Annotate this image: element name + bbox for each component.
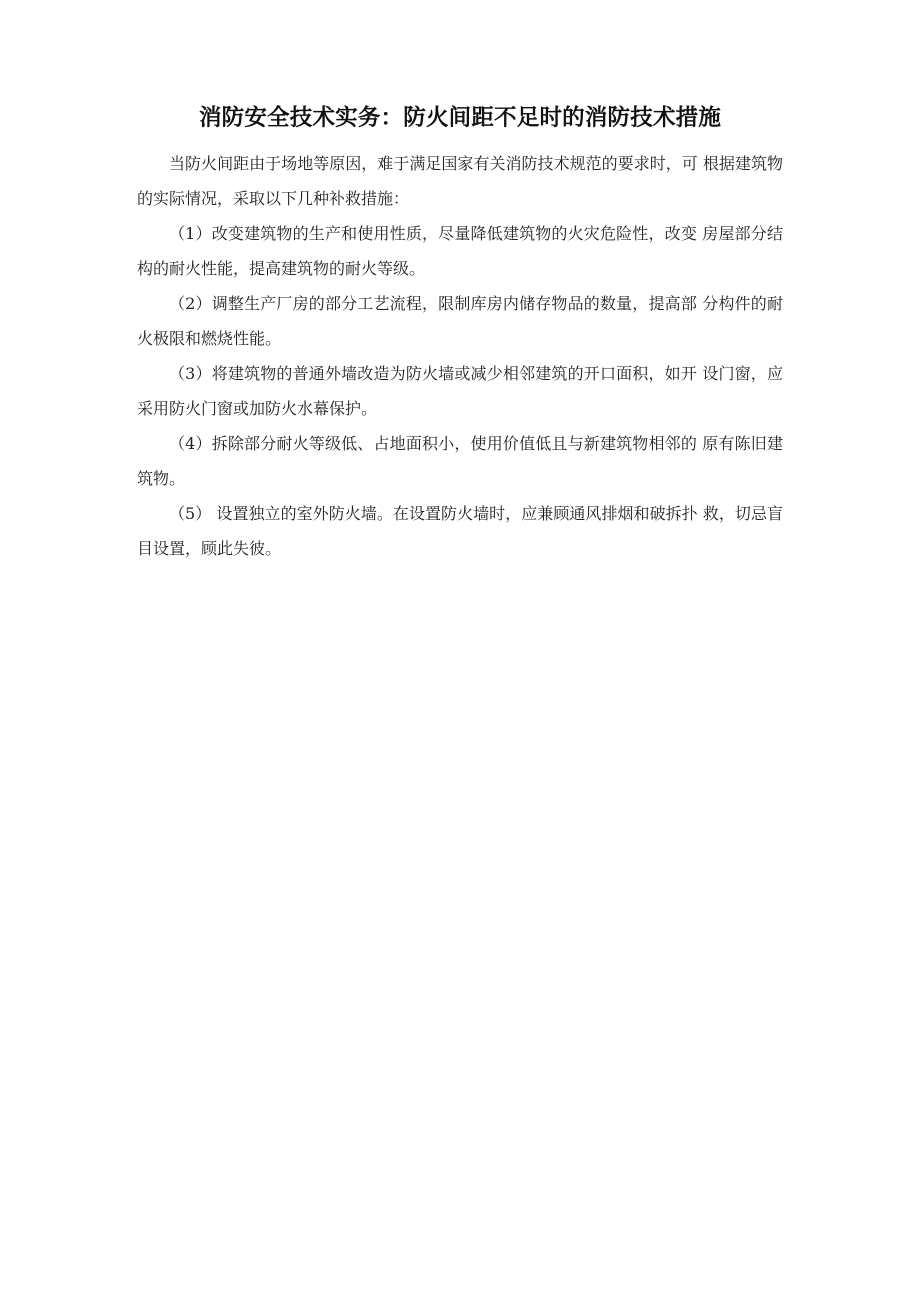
paragraph-measure-1: （1）改变建筑物的生产和使用性质，尽量降低建筑物的火灾危险性，改变 房屋部分结构的耐火性能，提高建筑物的耐火等级。 — [137, 224, 783, 278]
document-title: 消防安全技术实务：防火间距不足时的消防技术措施 — [198, 105, 722, 131]
paragraph-measure-5: （5） 设置独立的室外防火墙。在设置防火墙时，应兼顾通风排烟和破拆扑 救，切忌盲目设置，顾此失彼。 — [137, 504, 783, 558]
paragraph-measure-4: （4）拆除部分耐火等级低、占地面积小，使用价值低且与新建筑物相邻的 原有陈旧建筑物。 — [137, 434, 783, 488]
document-body — [137, 146, 783, 566]
paragraph-measure-2: （2）调整生产厂房的部分工艺流程，限制库房内储存物品的数量，提高部 分构件的耐火极限和燃烧性能。 — [137, 294, 783, 348]
paragraph-measure-3: （3）将建筑物的普通外墙改造为防火墙或减少相邻建筑的开口面积，如开 设门窗，应采用防火门窗或加防火水幕保护。 — [137, 364, 783, 418]
paragraph-intro: 当防火间距由于场地等原因，难于满足国家有关消防技术规范的要求时，可 根据建筑物的实际情况，采取以下几种补救措施： — [137, 154, 783, 208]
